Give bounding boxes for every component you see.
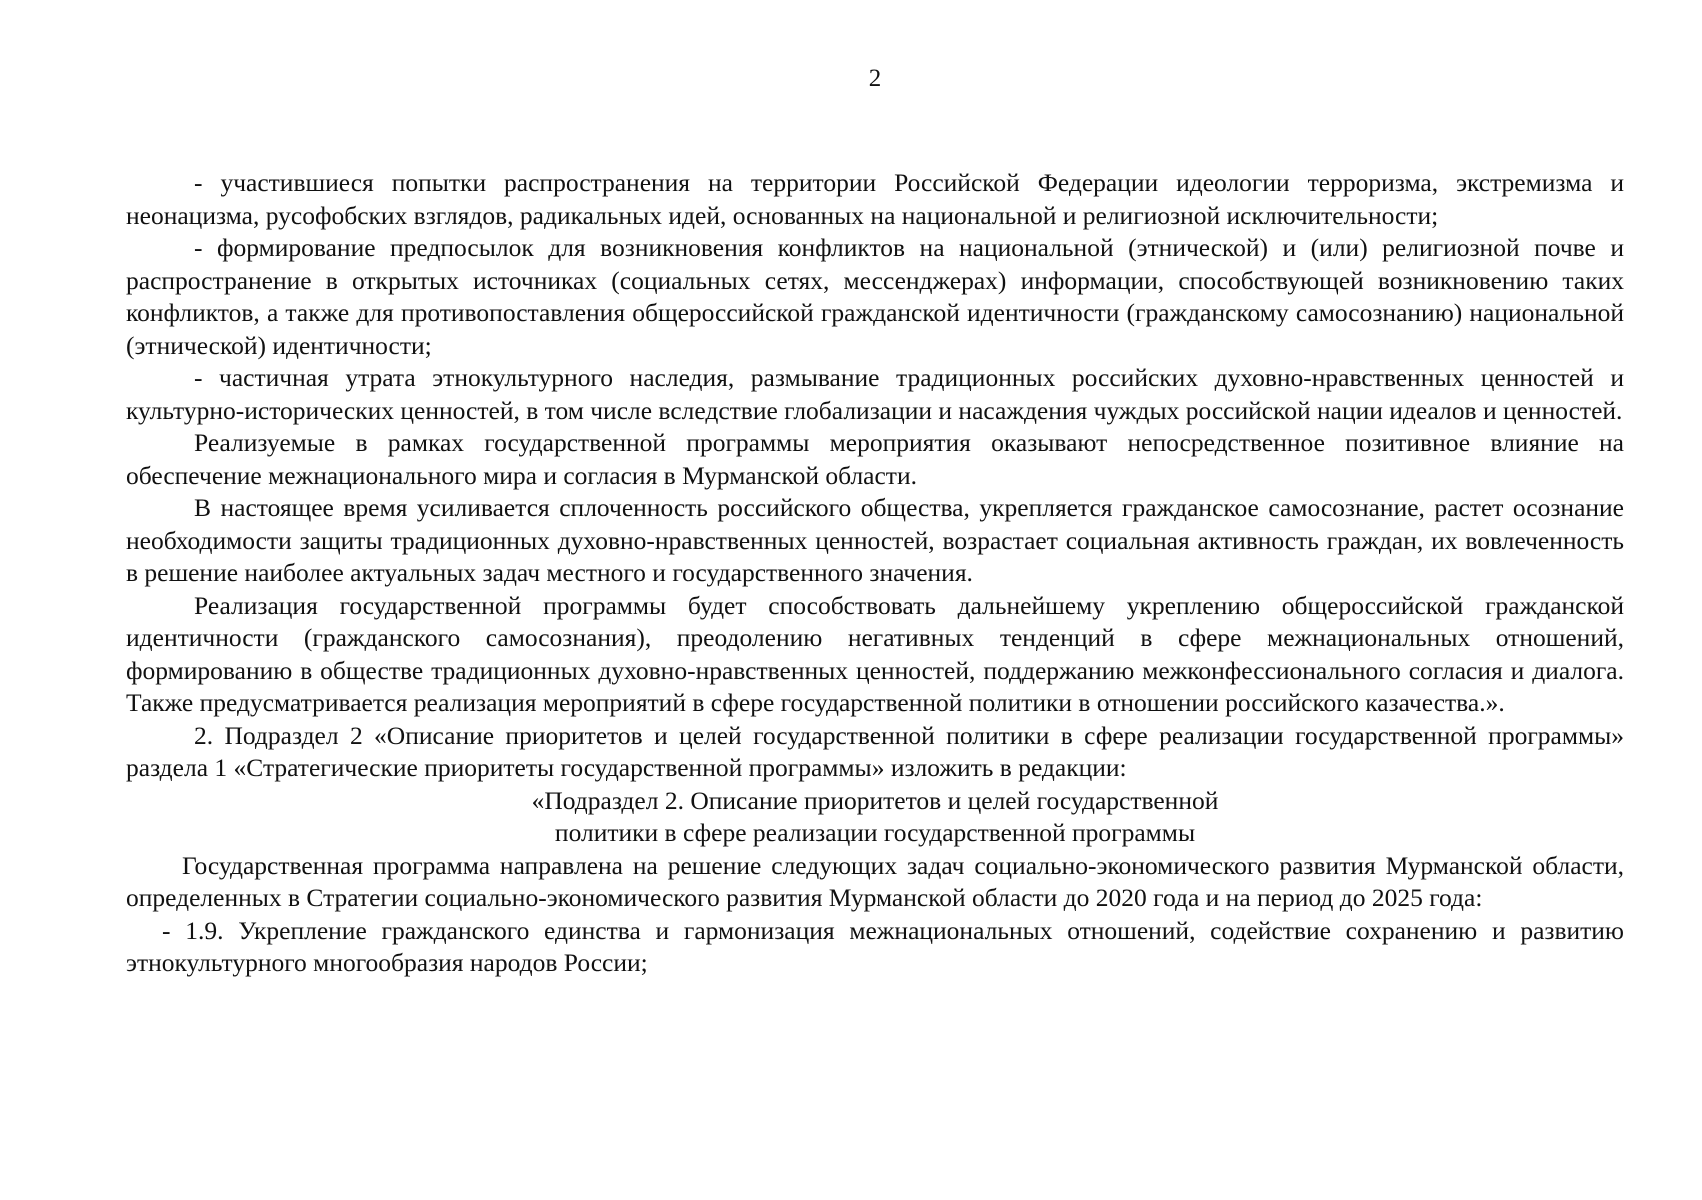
paragraph-program-implementation: Реализация государственной программы будет способствовать дальнейшему укреплению общероссийской гражданской идентичности (гражданского самосознания), преодолению негативных тенденций в сфере межнациональных отношений, формированию в обществе традиционных духовно-нравственных ценностей, поддержанию межконфессионального согласия и диалога. Также предусматривается реализация мероприятий в сфере государственной политики в отношении российского казачества.».: [126, 590, 1624, 717]
paragraph-program-influence: Реализуемые в рамках государственной программы мероприятия оказывают непосредственное позитивное влияние на обеспечение межнационального мира и согласия в Мурманской области.: [126, 428, 1624, 490]
subsection-heading-line-1: «Подраздел 2. Описание приоритетов и целей государственной: [531, 785, 1219, 815]
paragraph-amendment-item-2: 2. Подраздел 2 «Описание приоритетов и целей государственной политики в сфере реализации государственной программы» раздела 1 «Стратегические приоритеты государственной программы» изложить в редакции:: [126, 720, 1624, 782]
paragraph-task-1-9: - 1.9. Укрепление гражданского единства и гармонизация межнациональных отношений, содействие сохранению и развитию этнокультурного многообразия народов России;: [126, 915, 1624, 977]
paragraph-threat-extremism: - участившиеся попытки распространения на территории Российской Федерации идеологии терроризма, экстремизма и неонацизма, русофобских взглядов, радикальных идей, основанных на национальной и религиозной исключительности;: [126, 168, 1624, 230]
subsection-heading-line-2: политики в сфере реализации государственной программы: [554, 818, 1196, 847]
paragraph-threat-heritage: - частичная утрата этнокультурного наследия, размывание традиционных российских духовно-нравственных ценностей и культурно-исторических ценностей, в том числе вследствие глобализации и насаждения чуждых российской нации идеалов и ценностей.: [126, 363, 1624, 425]
paragraph-threat-conflicts: - формирование предпосылок для возникновения конфликтов на национальной (этнической) и (или) религиозной почве и распространение в открытых источниках (социальных сетях, мессенджерах) информации, способствующей возникновению таких конфликтов, а также для противопоставления общероссийской гражданской идентичности (гражданскому самосознанию) национальной (этнической) идентичности;: [126, 233, 1624, 360]
page-number: 2: [868, 65, 882, 92]
paragraph-program-tasks: Государственная программа направлена на решение следующих задач социально-экономического развития Мурманской области, определенных в Стратегии социально-экономического развития Мурманской области до 2020 года и на период до 2025 года:: [126, 850, 1624, 912]
document-body: [126, 167, 1624, 980]
paragraph-society-cohesion: В настоящее время усиливается сплоченность российского общества, укрепляется гражданское самосознание, растет осознание необходимости защиты традиционных духовно-нравственных ценностей, возрастает социальная активность граждан, их вовлеченность в решение наиболее актуальных задач местного и государственного значения.: [126, 493, 1624, 587]
